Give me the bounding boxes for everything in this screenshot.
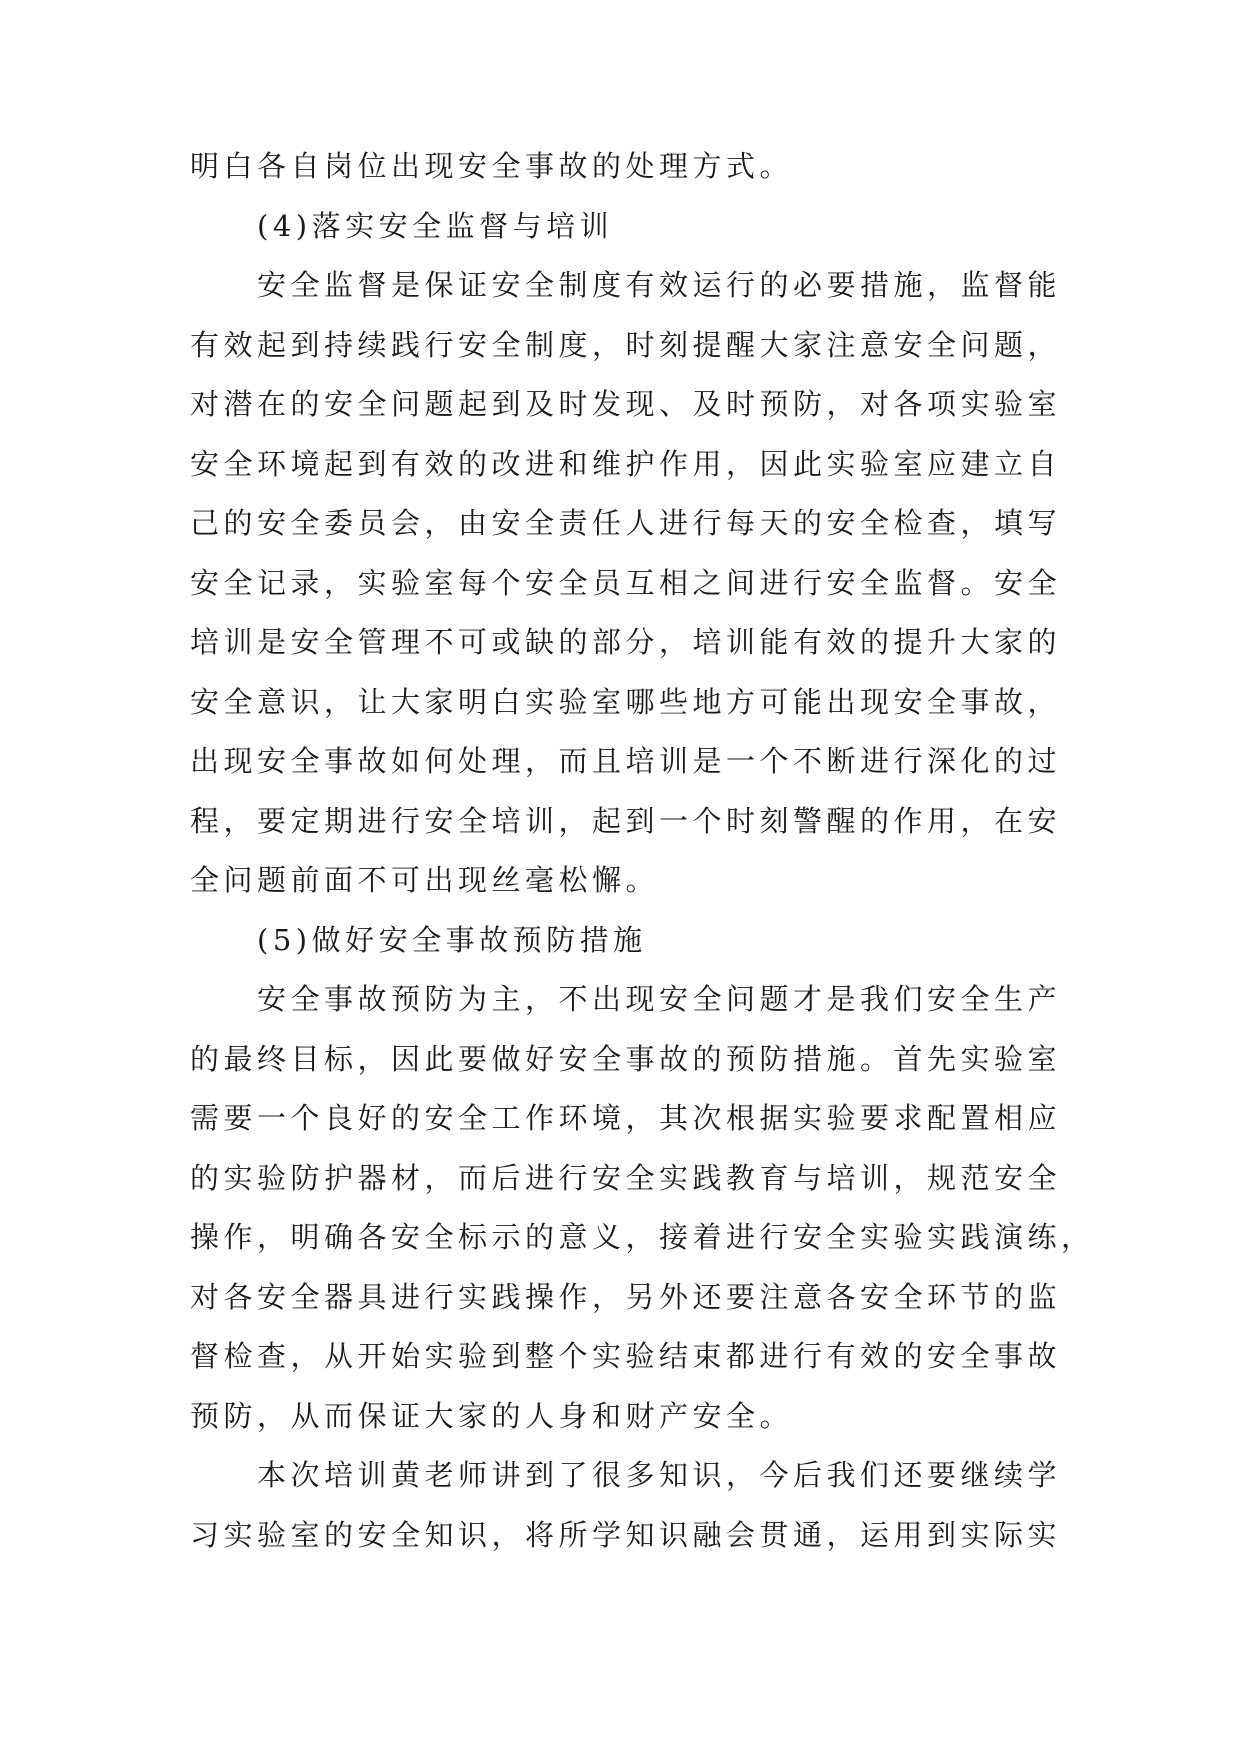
paragraph-line: 培训是安全管理不可或缺的部分，培训能有效的提升大家的	[190, 625, 1062, 659]
paragraph-line: 督检查，从开始实验到整个实验结束都进行有效的安全事故	[190, 1339, 1062, 1373]
paragraph-line: 安全记录，实验室每个安全员互相之间进行安全监督。安全	[190, 566, 1062, 600]
paragraph-line: 己的安全委员会，由安全责任人进行每天的安全检查，填写	[190, 506, 1062, 540]
section-heading: (4)落实安全监督与培训	[257, 209, 614, 243]
paragraph-line: 习实验室的安全知识，将所学知识融会贯通，运用到实际实	[190, 1518, 1062, 1552]
paragraph-line: 预防，从而保证大家的人身和财产安全。	[190, 1399, 794, 1433]
paragraph-line: 需要一个良好的安全工作环境，其次根据实验要求配置相应	[190, 1101, 1062, 1135]
paragraph-line: 安全意识，让大家明白实验室哪些地方可能出现安全事故，	[190, 685, 1062, 719]
paragraph-line: 对各安全器具进行实践操作，另外还要注意各安全环节的监	[190, 1280, 1062, 1314]
paragraph-line: 操作，明确各安全标示的意义，接着进行安全实验实践演练，	[190, 1220, 1095, 1254]
paragraph-line: 出现安全事故如何处理，而且培训是一个不断进行深化的过	[190, 744, 1062, 778]
paragraph-line: 的实验防护器材，而后进行安全实践教育与培训，规范安全	[190, 1161, 1062, 1195]
paragraph-line: 安全环境起到有效的改进和维护作用，因此实验室应建立自	[190, 447, 1062, 481]
paragraph-line: 明白各自岗位出现安全事故的处理方式。	[190, 149, 794, 183]
paragraph-line: 的最终目标，因此要做好安全事故的预防措施。首先实验室	[190, 1042, 1062, 1076]
paragraph-line: 安全监督是保证安全制度有效运行的必要措施，监督能	[257, 268, 1062, 302]
paragraph-line: 有效起到持续践行安全制度，时刻提醒大家注意安全问题，	[190, 328, 1062, 362]
paragraph-line: 全问题前面不可出现丝毫松懈。	[190, 863, 660, 897]
section-heading: (5)做好安全事故预防措施	[257, 923, 647, 957]
paragraph-line: 程，要定期进行安全培训，起到一个时刻警醒的作用，在安	[190, 804, 1062, 838]
paragraph-line: 对潜在的安全问题起到及时发现、及时预防，对各项实验室	[190, 387, 1062, 421]
paragraph-line: 本次培训黄老师讲到了很多知识，今后我们还要继续学	[257, 1458, 1062, 1492]
paragraph-line: 安全事故预防为主，不出现安全问题才是我们安全生产	[257, 982, 1062, 1016]
